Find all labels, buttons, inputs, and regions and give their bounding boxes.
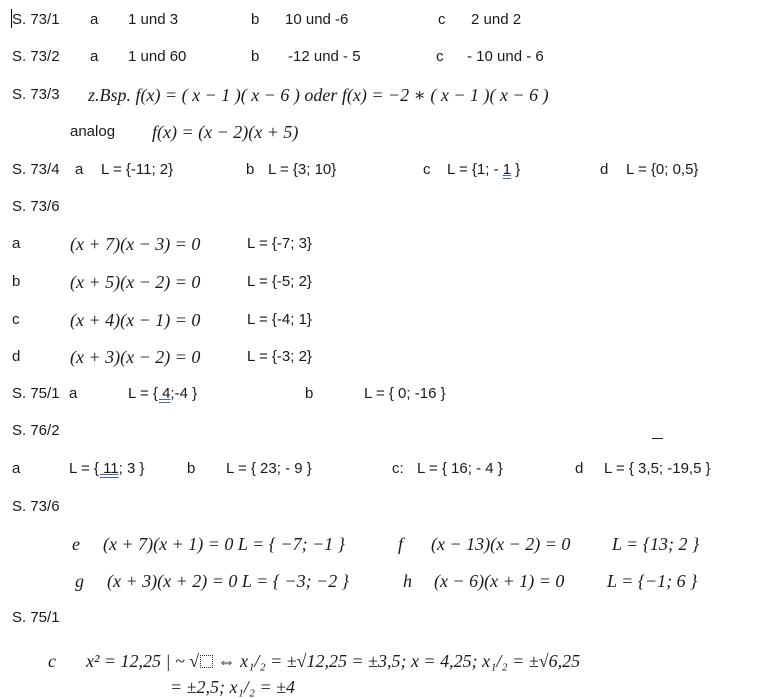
item-letter: c: (392, 460, 404, 477)
solution: L = {-3; 2} (247, 348, 312, 365)
answer: -12 und - 5 (288, 48, 361, 65)
answer: 1 und 60 (128, 48, 187, 65)
exercise-label-73-6: S. 73/6 (12, 198, 60, 215)
item-letter: b (305, 385, 314, 402)
solution: L = {-4; 1} (247, 311, 312, 328)
item-letter: c (423, 161, 431, 178)
answer: 1 und 3 (128, 11, 179, 28)
item-letter: c (12, 311, 20, 328)
item-letter: a (12, 235, 21, 252)
item-letter: f (398, 534, 404, 554)
item-letter: b (246, 161, 255, 178)
equation: (x + 7)(x + 1) = 0 L = { −7; −1 } (103, 534, 345, 554)
equation: (x + 3)(x − 2) = 0 (70, 347, 201, 367)
spellcheck-mark: { 11 (93, 460, 119, 477)
answer: L = { 11; 3 } (69, 460, 145, 477)
placeholder-box-icon (200, 655, 213, 668)
answer: L = { 23; - 9 } (226, 460, 312, 477)
answer: L = {3; 10} (268, 161, 337, 178)
answer: L = {1; - 1 } (447, 161, 521, 178)
answer: - 10 und - 6 (467, 48, 544, 65)
exercise-label-73-6b: S. 73/6 (12, 498, 60, 515)
equation: (x + 3)(x + 2) = 0 L = { −3; −2 } (107, 571, 349, 591)
equation: (x − 6)(x + 1) = 0 (434, 571, 565, 591)
equation: (x + 7)(x − 3) = 0 (70, 234, 201, 254)
item-letter: d (575, 460, 584, 477)
item-letter: b (12, 273, 21, 290)
solution: L = {-7; 3} (247, 235, 312, 252)
analog-label: analog (70, 123, 116, 140)
item-letter: g (75, 571, 84, 591)
item-letter: a (12, 460, 21, 477)
stray-underscore (652, 438, 663, 439)
formula: f(x) = (x − 2)(x + 5) (152, 122, 299, 142)
equation-line-2: = ±2,5; x₁/₂ = ±4 (170, 677, 296, 697)
solution: L = {-5; 2} (247, 273, 312, 290)
equation: (x + 5)(x − 2) = 0 (70, 272, 201, 292)
item-letter: a (90, 11, 99, 28)
item-letter: d (12, 348, 21, 365)
item-letter: c (438, 11, 446, 28)
answer: L = { 16; - 4 } (417, 460, 503, 477)
answer: L = { 4;-4 } (128, 385, 198, 402)
item-letter: a (69, 385, 78, 402)
item-letter: b (251, 48, 260, 65)
answer: L = {-11; 2} (101, 161, 174, 178)
item-letter: a (90, 48, 99, 65)
equation-line-1: x² = 12,25 | ~ √ ⇔ x₁/₂ = ±√12,25 = ±3,5; x = 4,25; x₁/₂ = ±√6,25 (86, 651, 581, 671)
solution: L = {13; 2 } (612, 534, 700, 554)
exercise-label-73-1: S. 73/1 (12, 11, 60, 28)
equation: (x − 13)(x − 2) = 0 (431, 534, 571, 554)
solution: L = {−1; 6 } (607, 571, 698, 591)
answer: L = {0; 0,5} (626, 161, 699, 178)
formula: z.Bsp. f(x) = ( x − 1 )( x − 6 ) oder f(x) = −2 ∗ ( x − 1 )( x − 6 ) (88, 85, 549, 105)
answer: L = { 0; -16 } (364, 385, 446, 402)
item-letter: e (72, 534, 80, 554)
item-letter: d (600, 161, 609, 178)
answer: L = { 3,5; -19,5 } (604, 460, 711, 477)
exercise-label-75-1: S. 75/1 (12, 385, 60, 402)
item-letter: c (48, 651, 56, 671)
spellcheck-mark: { 4 (152, 385, 171, 402)
answer: 2 und 2 (471, 11, 522, 28)
item-letter: c (436, 48, 444, 65)
spellcheck-mark: 1 (502, 161, 512, 178)
exercise-label-73-4: S. 73/4 (12, 161, 60, 178)
exercise-label-76-2: S. 76/2 (12, 422, 60, 439)
item-letter: b (251, 11, 260, 28)
item-letter: a (75, 161, 84, 178)
equation: (x + 4)(x − 1) = 0 (70, 310, 201, 330)
exercise-label-73-2: S. 73/2 (12, 48, 60, 65)
exercise-label-75-1b: S. 75/1 (12, 609, 60, 626)
item-letter: b (187, 460, 196, 477)
exercise-label-73-3: S. 73/3 (12, 86, 60, 103)
answer: 10 und -6 (285, 11, 349, 28)
item-letter: h (403, 571, 412, 591)
